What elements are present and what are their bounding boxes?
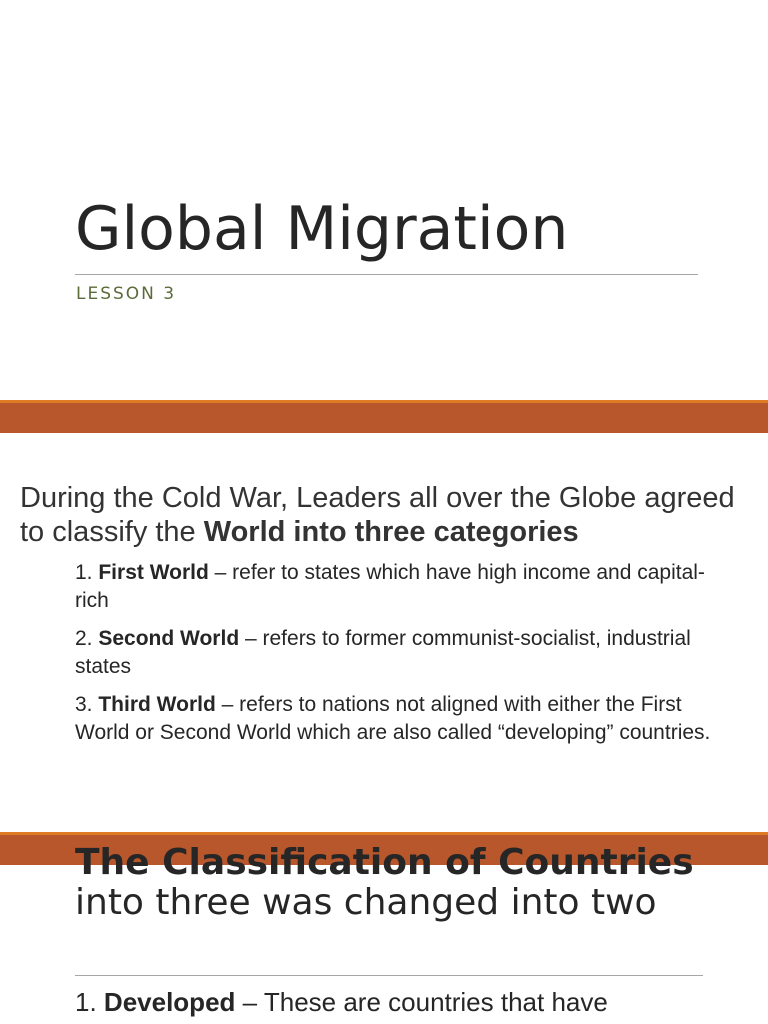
heading-emphasis: World into three categories [203,516,579,548]
item-number: 3. [75,693,99,716]
slide-cold-war [0,433,768,832]
item-term: Third World [98,693,216,716]
list-item [75,625,715,681]
classification-list [75,985,735,1019]
item-term: Second World [98,627,240,650]
item-description: – refers to former communist-socialist, industrial states [75,627,691,678]
item-description: – refer to states which have high income and capital-rich [75,561,705,612]
slide-title-heading: Global Migration [75,194,569,264]
item-term: First World [98,561,209,584]
item-description: – refers to nations not aligned with either the First World or Second World which are also called “developing” countries. [75,693,711,744]
item-number: 2. [75,627,99,650]
item-term: Developed [103,987,236,1017]
heading-emphasis: The Classification of Countries [75,842,694,883]
list-item [75,985,735,1019]
slide-heading [75,843,715,923]
item-description: – These are countries that have [235,987,608,1017]
heading-text: into three was changed into two [75,882,657,923]
slide-heading [20,481,760,549]
list-item [75,691,715,747]
heading-text: During the Cold War, Leaders all over the Globe agreed to classify the [20,482,735,548]
slide-classification [0,842,768,1024]
slide-title [0,0,768,400]
title-divider [75,274,698,275]
slide-subtitle: LESSON 3 [76,284,177,304]
item-number: 1. [75,987,104,1017]
title-divider [75,975,703,976]
list-item [75,559,715,615]
item-number: 1. [75,561,99,584]
category-list [75,559,715,757]
slide-separator [0,400,768,433]
